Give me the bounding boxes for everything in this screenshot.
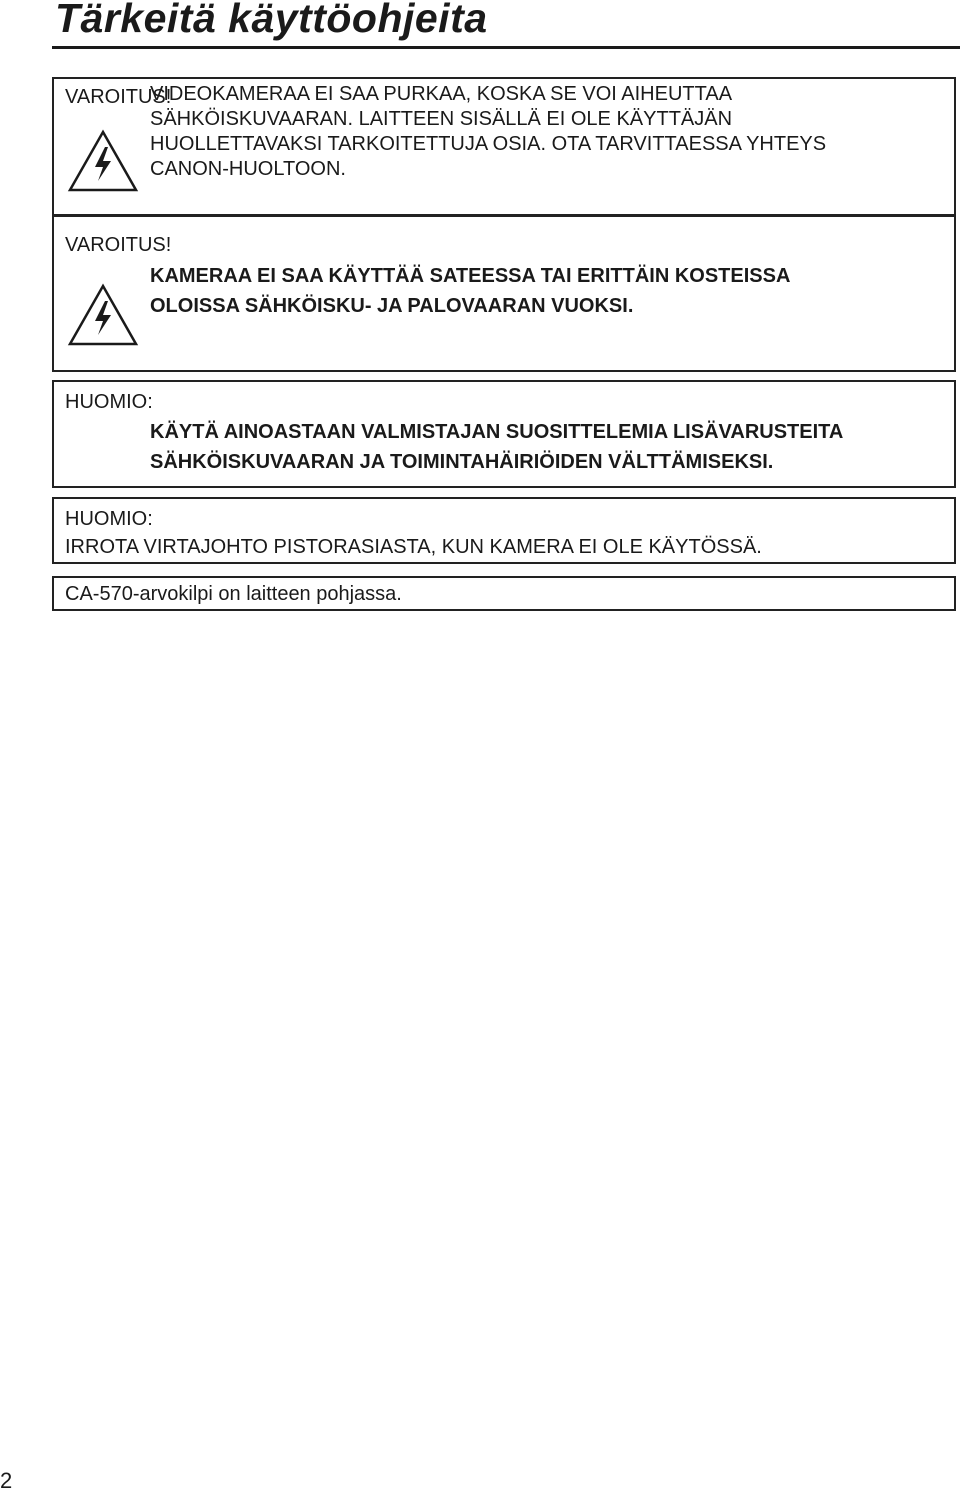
warning-text-line: VIDEOKAMERAA EI SAA PURKAA, KOSKA SE VOI AIHEUTTAA [150, 83, 733, 105]
warning-text-line: HUOLLETTAVAKSI TARKOITETTUJA OSIA. OTA TARVITTAESSA YHTEYS [150, 133, 827, 155]
electric-shock-warning-icon [67, 129, 139, 193]
electric-shock-warning-icon [67, 283, 139, 347]
caution-text [150, 417, 843, 477]
rating-plate-box [52, 576, 956, 611]
warning-text-line: OLOISSA SÄHKÖISKU- JA PALOVAARAN VUOKSI. [150, 295, 634, 317]
warning-label: VAROITUS! [65, 86, 172, 108]
warning-text-line: CANON-HUOLTOON. [150, 158, 346, 180]
caution-text-line: SÄHKÖISKUVAARAN JA TOIMINTAHÄIRIÖIDEN VÄLTTÄMISEKSI. [150, 451, 774, 473]
caution-box-power [52, 497, 956, 564]
warning-text [150, 82, 826, 182]
page-number: 2 [0, 1468, 13, 1493]
warning-text [150, 261, 790, 321]
caution-label: HUOMIO: [65, 508, 153, 530]
rating-plate-text: CA-570-arvokilpi on laitteen pohjassa. [65, 583, 402, 605]
page-title: Tärkeitä käyttöohjeita [55, 0, 488, 41]
caution-box-accessories [52, 380, 956, 488]
warning-box-moisture [52, 215, 956, 372]
caution-text: IRROTA VIRTAJOHTO PISTORASIASTA, KUN KAMERA EI OLE KÄYTÖSSÄ. [65, 536, 762, 558]
warning-label: VAROITUS! [65, 234, 172, 256]
warning-box-disassembly [52, 77, 956, 216]
title-underline [52, 46, 960, 49]
caution-text-line: KÄYTÄ AINOASTAAN VALMISTAJAN SUOSITTELEMIA LISÄVARUSTEITA [150, 421, 844, 443]
warning-text-line: SÄHKÖISKUVAARAN. LAITTEEN SISÄLLÄ EI OLE KÄYTTÄJÄN [150, 108, 733, 130]
caution-label: HUOMIO: [65, 391, 153, 413]
warning-text-line: KAMERAA EI SAA KÄYTTÄÄ SATEESSA TAI ERITTÄIN KOSTEISSA [150, 265, 791, 287]
